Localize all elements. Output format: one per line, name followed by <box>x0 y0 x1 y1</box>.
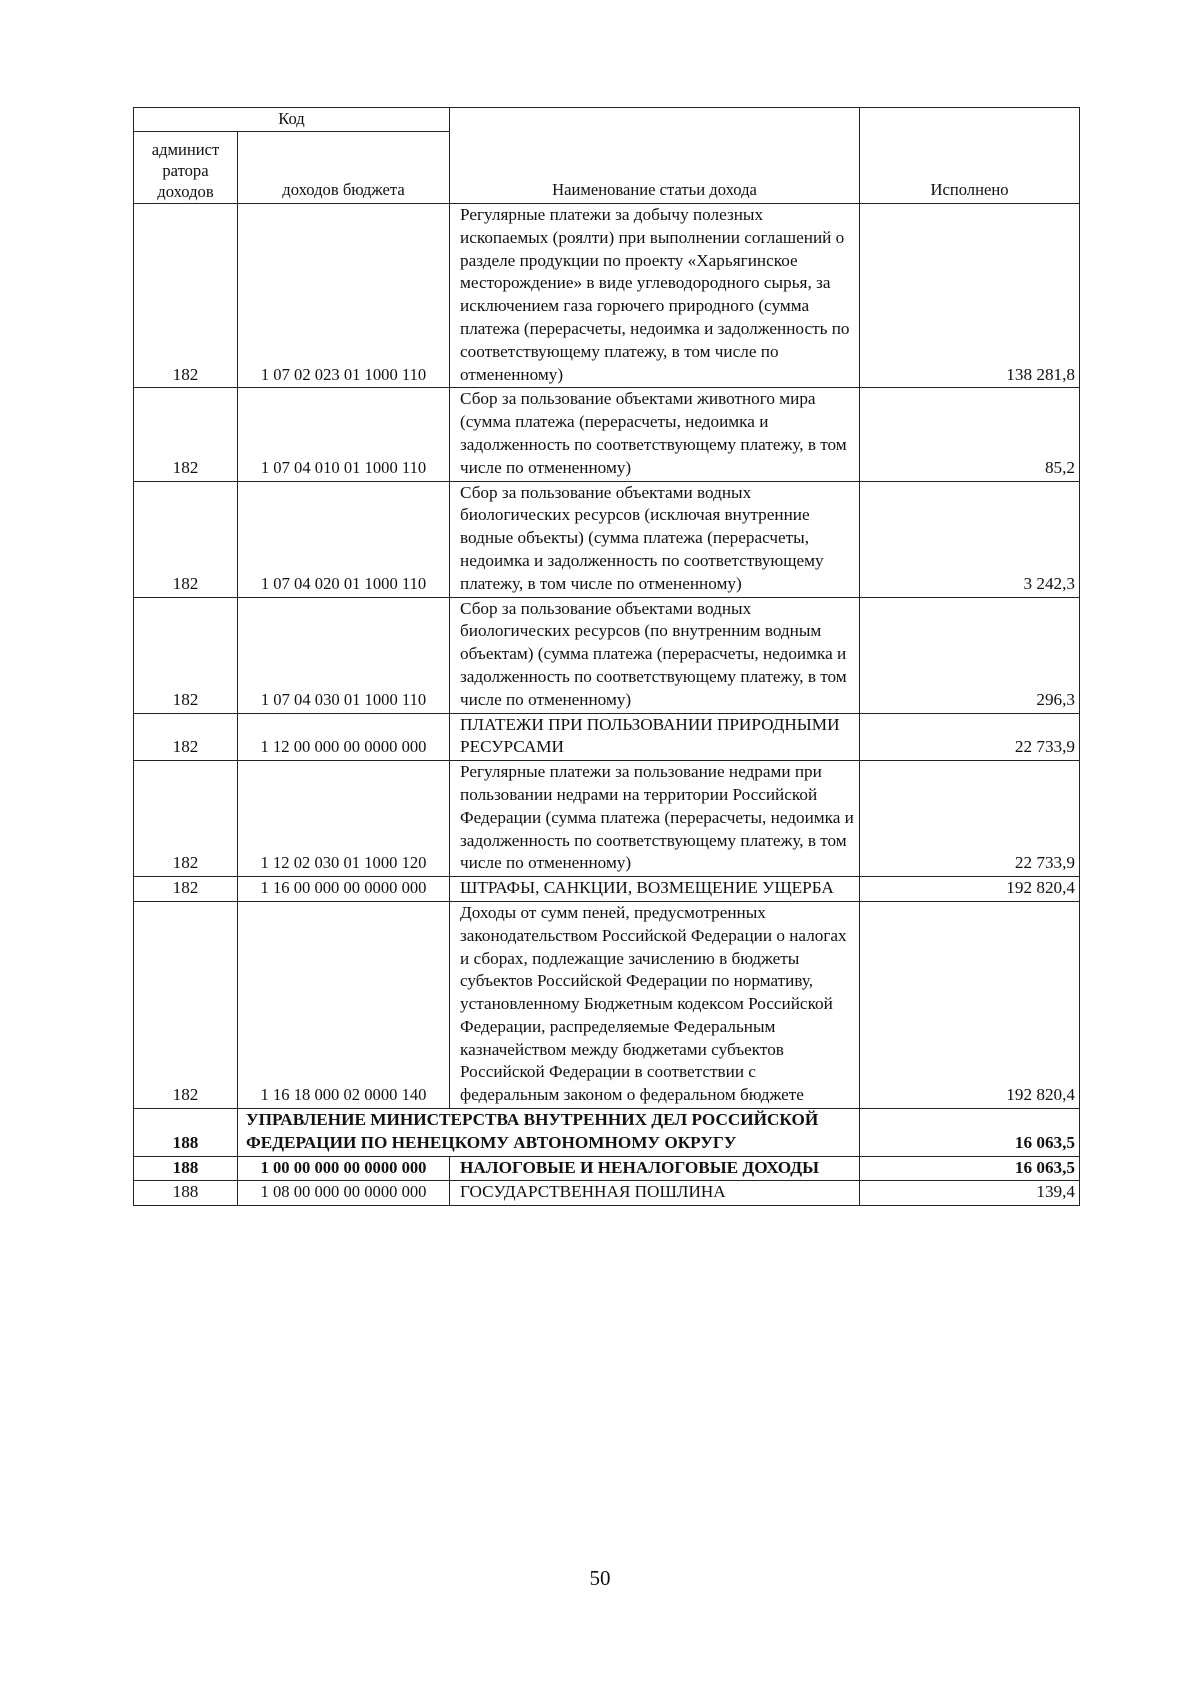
budget-code-cell: 1 08 00 000 00 0000 000 <box>238 1181 450 1206</box>
executed-value-cell: 16 063,5 <box>860 1156 1080 1181</box>
admin-cell: 182 <box>134 481 238 597</box>
header-name: Наименование статьи дохода <box>450 108 860 204</box>
header-code-group: Код <box>134 108 450 132</box>
budget-code-cell: 1 07 04 030 01 1000 110 <box>238 597 450 713</box>
budget-code-cell: 1 07 02 023 01 1000 110 <box>238 204 450 388</box>
table-row <box>134 713 1080 761</box>
table-row <box>134 877 1080 902</box>
revenue-name-cell: Регулярные платежи за добычу полезных ископаемых (роялти) при выполнении соглашений о разделе продукции по проекту «Харьягинское месторождение» в виде углеводородного сырья, за исключением газа горючего природного (сумма платежа (перерасчеты, недоимка и задолженность по соответствующему платежу, в том числе по отмененному) <box>450 204 860 388</box>
table-row <box>134 1156 1080 1181</box>
admin-cell: 182 <box>134 204 238 388</box>
page-number: 50 <box>589 1566 611 1590</box>
budget-code-cell: 1 16 00 000 00 0000 000 <box>238 877 450 902</box>
budget-code-cell: 1 00 00 000 00 0000 000 <box>238 1156 450 1181</box>
admin-cell: 182 <box>134 877 238 902</box>
revenue-table <box>133 107 1080 1206</box>
admin-cell: 182 <box>134 713 238 761</box>
revenue-name-cell: Сбор за пользование объектами водных биологических ресурсов (исключая внутренние водные объекты) (сумма платежа (перерасчеты, недоимка и задолженность по соответствующему платежу, в том числе по отмененному) <box>450 481 860 597</box>
executed-value-cell: 192 820,4 <box>860 901 1080 1108</box>
revenue-name-cell: Сбор за пользование объектами животного мира (сумма платежа (перерасчеты, недоимка и задолженность по соответствующему платежу, в том числе по отмененному) <box>450 388 860 481</box>
revenue-name-cell: Регулярные платежи за пользование недрами при пользовании недрами на территории Российской Федерации (сумма платежа (перерасчеты, недоимка и задолженность по соответствующему платежу, в том числе по отмененному) <box>450 761 860 877</box>
revenue-name-cell: ШТРАФЫ, САНКЦИИ, ВОЗМЕЩЕНИЕ УЩЕРБА <box>450 877 860 902</box>
table-row <box>134 761 1080 877</box>
budget-code-cell: 1 07 04 010 01 1000 110 <box>238 388 450 481</box>
admin-cell: 182 <box>134 388 238 481</box>
executed-value-cell: 22 733,9 <box>860 713 1080 761</box>
section-value: 16 063,5 <box>860 1109 1080 1157</box>
executed-value-cell: 192 820,4 <box>860 877 1080 902</box>
admin-cell: 182 <box>134 597 238 713</box>
table-body-182 <box>134 204 1080 1109</box>
executed-value-cell: 139,4 <box>860 1181 1080 1206</box>
revenue-name-cell: ПЛАТЕЖИ ПРИ ПОЛЬЗОВАНИИ ПРИРОДНЫМИ РЕСУРСАМИ <box>450 713 860 761</box>
table-body-188 <box>134 1156 1080 1206</box>
table-row <box>134 204 1080 388</box>
revenue-name-cell: НАЛОГОВЫЕ И НЕНАЛОГОВЫЕ ДОХОДЫ <box>450 1156 860 1181</box>
table-row <box>134 597 1080 713</box>
table-row <box>134 481 1080 597</box>
admin-cell: 188 <box>134 1181 238 1206</box>
section-row <box>134 1109 1080 1157</box>
executed-value-cell: 85,2 <box>860 388 1080 481</box>
executed-value-cell: 22 733,9 <box>860 761 1080 877</box>
budget-code-cell: 1 07 04 020 01 1000 110 <box>238 481 450 597</box>
header-budget-code: доходов бюджета <box>238 132 450 204</box>
header-executed: Исполнено <box>860 108 1080 204</box>
executed-value-cell: 296,3 <box>860 597 1080 713</box>
section-admin: 188 <box>134 1109 238 1157</box>
table-row <box>134 388 1080 481</box>
header-admin: админист ратора доходов <box>134 132 238 204</box>
executed-value-cell: 138 281,8 <box>860 204 1080 388</box>
admin-cell: 182 <box>134 901 238 1108</box>
admin-cell: 182 <box>134 761 238 877</box>
executed-value-cell: 3 242,3 <box>860 481 1080 597</box>
budget-code-cell: 1 12 02 030 01 1000 120 <box>238 761 450 877</box>
budget-code-cell: 1 12 00 000 00 0000 000 <box>238 713 450 761</box>
table-row <box>134 901 1080 1108</box>
revenue-name-cell: Доходы от сумм пеней, предусмотренных законодательством Российской Федерации о налогах и сборах, подлежащие зачислению в бюджеты субъектов Российской Федерации по нормативу, установленному Бюджетным кодексом Российской Федерации, распределяемые Федеральным казначейством между бюджетами субъектов Российской Федерации в соответствии с федеральным законом о федеральном бюджете <box>450 901 860 1108</box>
revenue-name-cell: ГОСУДАРСТВЕННАЯ ПОШЛИНА <box>450 1181 860 1206</box>
table-row <box>134 1181 1080 1206</box>
admin-cell: 188 <box>134 1156 238 1181</box>
section-name: УПРАВЛЕНИЕ МИНИСТЕРСТВА ВНУТРЕННИХ ДЕЛ РОССИЙСКОЙ ФЕДЕРАЦИИ ПО НЕНЕЦКОМУ АВТОНОМНОМУ ОКРУГУ <box>238 1109 860 1157</box>
budget-code-cell: 1 16 18 000 02 0000 140 <box>238 901 450 1108</box>
revenue-name-cell: Сбор за пользование объектами водных биологических ресурсов (по внутренним водным объектам) (сумма платежа (перерасчеты, недоимка и задолженность по соответствующему платежу, в том числе по отмененному) <box>450 597 860 713</box>
